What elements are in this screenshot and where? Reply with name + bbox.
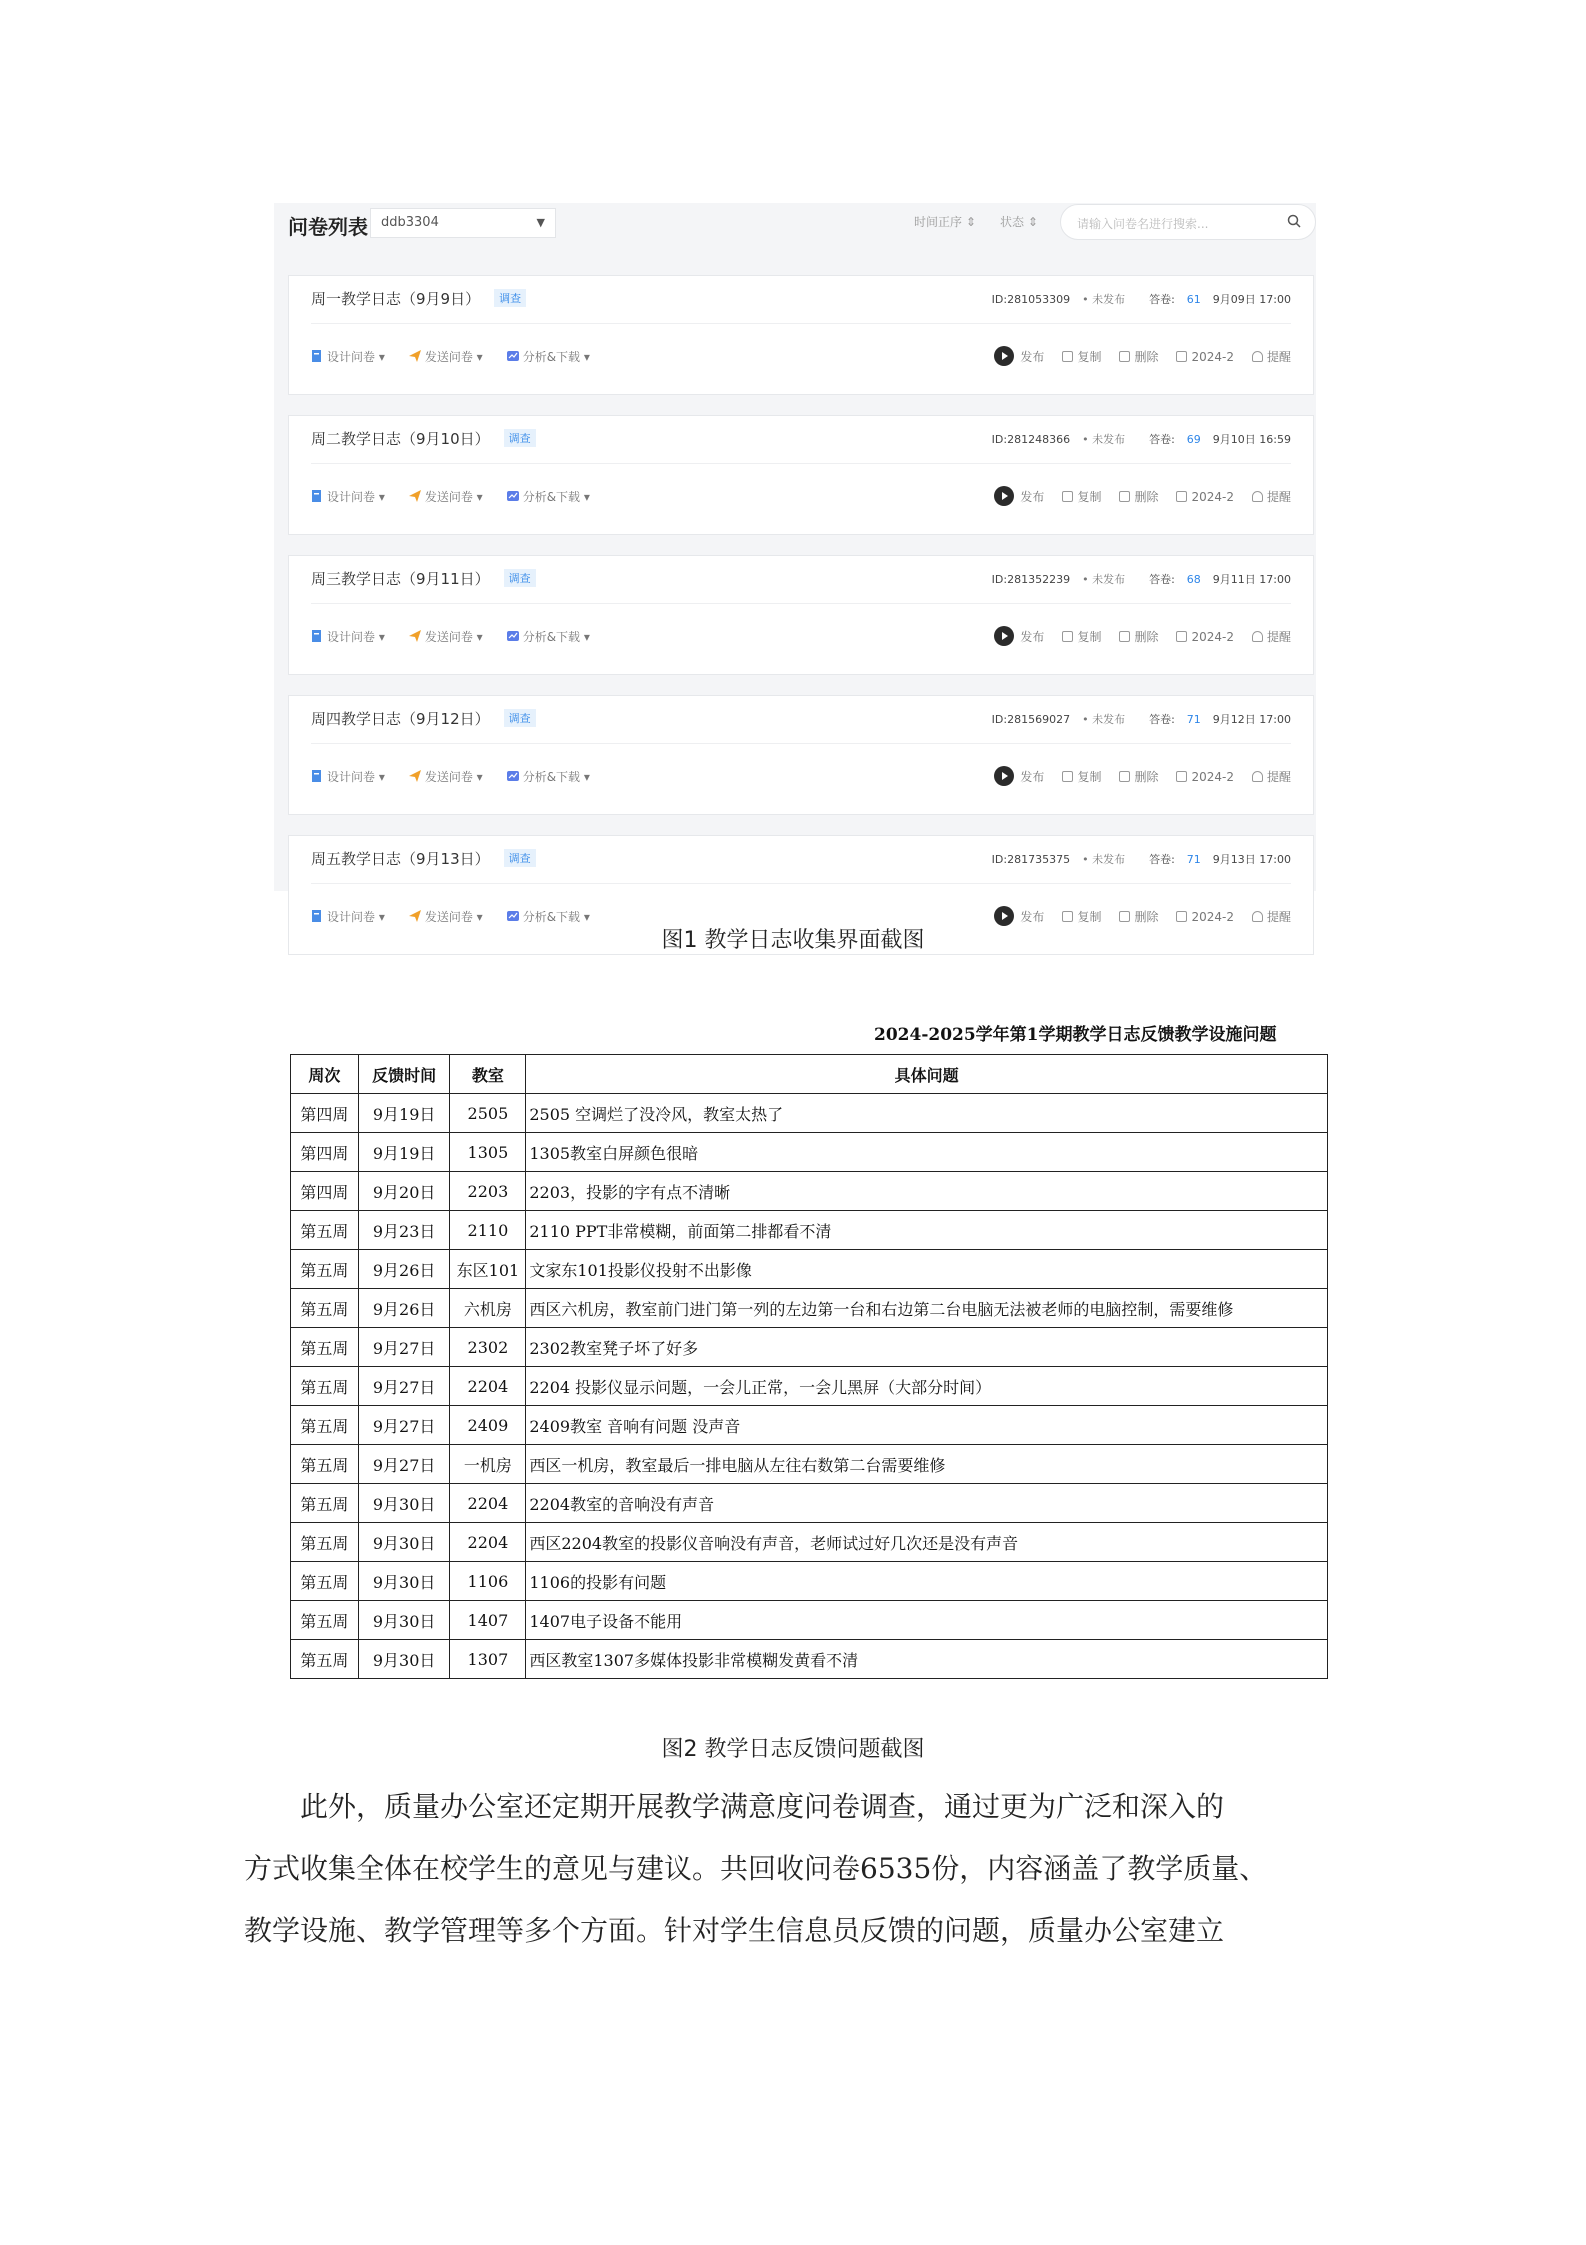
cell-issue: 西区六机房，教室前门进门第一列的左边第一台和右边第二台电脑无法被老师的电脑控制，需要维修: [526, 1289, 1328, 1328]
cell-room: 2204: [450, 1367, 526, 1406]
folder-button[interactable]: [1176, 490, 1234, 504]
bell-icon: [1252, 911, 1263, 922]
card-divider: [311, 463, 1291, 464]
design-survey-label: 设计问卷 ▾: [327, 630, 385, 644]
table-row: [291, 1445, 1328, 1484]
cell-room: 六机房: [450, 1289, 526, 1328]
cell-time: 9月27日: [358, 1445, 450, 1484]
publish-label: 发布: [1020, 490, 1045, 504]
survey-meta: [980, 571, 1291, 587]
answers-label: 答卷:: [1149, 293, 1175, 306]
remind-button[interactable]: [1252, 350, 1291, 364]
survey-type-badge: 调查: [494, 289, 526, 307]
table-title: 2024-2025学年第1学期教学日志反馈教学设施问题: [874, 1025, 1277, 1045]
survey-title[interactable]: [311, 428, 536, 449]
send-survey-label: 发送问卷 ▾: [424, 490, 483, 504]
folder-label: 2024-2: [1191, 770, 1234, 784]
table-row: [291, 1367, 1328, 1406]
cell-week: 第五周: [291, 1484, 359, 1523]
table-row: [291, 1133, 1328, 1172]
cell-room: 2409: [450, 1406, 526, 1445]
publish-button[interactable]: [994, 630, 1044, 644]
cell-room: 1407: [450, 1601, 526, 1640]
survey-meta: [980, 291, 1291, 307]
folder-button[interactable]: [1176, 350, 1234, 364]
answers-label: 答卷:: [1149, 433, 1175, 446]
folder-label: 2024-2: [1191, 490, 1234, 504]
send-survey-label: 发送问卷 ▾: [424, 630, 483, 644]
copy-button[interactable]: [1062, 350, 1101, 364]
survey-type-badge: 调查: [504, 429, 536, 447]
survey-time: 9月13日 17:00: [1212, 853, 1291, 866]
survey-list-screenshot: [274, 203, 1316, 924]
design-survey-button[interactable]: [311, 490, 385, 504]
survey-actions: [311, 488, 614, 505]
survey-title-text: 周五教学日志（9月13日）: [311, 850, 490, 868]
publish-button[interactable]: [994, 490, 1044, 504]
publish-label: 发布: [1020, 630, 1045, 644]
publish-label: 发布: [1020, 910, 1045, 924]
survey-ops: [994, 346, 1291, 366]
table-row: [291, 1562, 1328, 1601]
delete-button[interactable]: [1119, 490, 1158, 504]
table-row: [291, 1094, 1328, 1133]
remind-label: 提醒: [1266, 630, 1291, 644]
cell-issue: 1305教室白屏颜色很暗: [526, 1133, 1328, 1172]
survey-title-text: 周三教学日志（9月11日）: [311, 570, 490, 588]
cell-time: 9月27日: [358, 1367, 450, 1406]
cell-time: 9月27日: [358, 1406, 450, 1445]
cell-time: 9月27日: [358, 1328, 450, 1367]
copy-button[interactable]: [1062, 910, 1101, 924]
design-icon: [311, 910, 323, 922]
chart-icon: [507, 350, 519, 362]
survey-status: • 未发布: [1082, 853, 1126, 866]
paragraph-line: 此外，质量办公室还定期开展教学满意度问卷调查，通过更为广泛和深入的: [244, 1790, 1225, 1823]
delete-button[interactable]: [1119, 630, 1158, 644]
send-survey-label: 发送问卷 ▾: [424, 350, 483, 364]
bell-icon: [1252, 351, 1263, 362]
survey-list-header: [274, 203, 1316, 247]
delete-button[interactable]: [1119, 910, 1158, 924]
table-row: [291, 1250, 1328, 1289]
delete-label: 删除: [1134, 350, 1159, 364]
design-survey-label: 设计问卷 ▾: [327, 910, 385, 924]
cell-room: 2110: [450, 1211, 526, 1250]
send-icon: [409, 350, 421, 362]
remind-button[interactable]: [1252, 490, 1291, 504]
cell-issue: 1106的投影有问题: [526, 1562, 1328, 1601]
answers-count[interactable]: 68: [1186, 573, 1201, 586]
body-paragraph: [244, 1776, 1356, 1962]
survey-meta: [980, 851, 1291, 867]
survey-title[interactable]: [311, 568, 536, 589]
table-row: [291, 1328, 1328, 1367]
delete-icon: [1119, 351, 1130, 362]
delete-button[interactable]: [1119, 770, 1158, 784]
search-input[interactable]: [1060, 204, 1316, 240]
delete-button[interactable]: [1119, 350, 1158, 364]
cell-week: 第五周: [291, 1289, 359, 1328]
folder-icon: [1176, 491, 1187, 502]
copy-button[interactable]: [1062, 630, 1101, 644]
survey-time: 9月12日 17:00: [1212, 713, 1291, 726]
cell-issue: 2409教室 音响有问题 没声音: [526, 1406, 1328, 1445]
survey-ops: [994, 626, 1291, 646]
survey-status: • 未发布: [1082, 713, 1126, 726]
publish-label: 发布: [1020, 350, 1045, 364]
cell-issue: 2204 投影仪显示问题，一会儿正常，一会儿黑屏（大部分时间）: [526, 1367, 1328, 1406]
cell-issue: 2204教室的音响没有声音: [526, 1484, 1328, 1523]
copy-label: 复制: [1077, 770, 1102, 784]
publish-button[interactable]: [994, 350, 1044, 364]
answers-count[interactable]: 69: [1186, 433, 1201, 446]
cell-time: 9月19日: [358, 1094, 450, 1133]
answers-label: 答卷:: [1149, 573, 1175, 586]
cell-week: 第五周: [291, 1406, 359, 1445]
survey-title-text: 周二教学日志（9月10日）: [311, 430, 490, 448]
cell-time: 9月30日: [358, 1523, 450, 1562]
cell-room: 一机房: [450, 1445, 526, 1484]
cell-room: 2302: [450, 1328, 526, 1367]
design-survey-label: 设计问卷 ▾: [327, 490, 385, 504]
cell-room: 2505: [450, 1094, 526, 1133]
figure1-caption: 图1 教学日志收集界面截图: [661, 928, 925, 953]
answers-label: 答卷:: [1149, 853, 1175, 866]
send-survey-button[interactable]: [409, 770, 483, 784]
folder-icon: [1176, 631, 1187, 642]
header-issue: 具体问题: [526, 1055, 1328, 1094]
survey-status: • 未发布: [1082, 573, 1126, 586]
card-divider: [311, 323, 1291, 324]
survey-answers: [1137, 853, 1201, 866]
cell-issue: 西区2204教室的投影仪音响没有声音，老师试过好几次还是没有声音: [526, 1523, 1328, 1562]
survey-id: ID:281569027: [991, 713, 1071, 726]
copy-label: 复制: [1077, 350, 1102, 364]
survey-answers: [1137, 713, 1201, 726]
table-row: [291, 1484, 1328, 1523]
chart-icon: [507, 910, 519, 922]
table-row: [291, 1601, 1328, 1640]
table-row: [291, 1523, 1328, 1562]
feedback-table: [290, 1054, 1328, 1679]
paragraph-line: 方式收集全体在校学生的意见与建议。共回收问卷6535份，内容涵盖了教学质量、: [244, 1852, 1268, 1885]
copy-icon: [1062, 771, 1073, 782]
cell-issue: 2110 PPT非常模糊，前面第二排都看不清: [526, 1211, 1328, 1250]
cell-week: 第五周: [291, 1328, 359, 1367]
cell-week: 第五周: [291, 1523, 359, 1562]
remind-label: 提醒: [1266, 910, 1291, 924]
survey-type-badge: 调查: [504, 849, 536, 867]
cell-room: 东区101: [450, 1250, 526, 1289]
remind-button[interactable]: [1252, 770, 1291, 784]
account-select[interactable]: [370, 208, 556, 238]
card-divider: [311, 883, 1291, 884]
send-survey-label: 发送问卷 ▾: [424, 770, 483, 784]
answers-count[interactable]: 71: [1186, 853, 1201, 866]
analyze-download-button[interactable]: [507, 770, 590, 784]
play-icon: [994, 766, 1014, 786]
send-survey-label: 发送问卷 ▾: [424, 910, 483, 924]
cell-time: 9月19日: [358, 1133, 450, 1172]
cell-issue: 文家东101投影仪投射不出影像: [526, 1250, 1328, 1289]
chart-icon: [507, 630, 519, 642]
cell-time: 9月26日: [358, 1289, 450, 1328]
cell-week: 第四周: [291, 1133, 359, 1172]
table-row: [291, 1211, 1328, 1250]
cell-issue: 2203，投影的字有点不清晰: [526, 1172, 1328, 1211]
answers-count[interactable]: 71: [1186, 713, 1201, 726]
copy-button[interactable]: [1062, 770, 1101, 784]
cell-week: 第五周: [291, 1562, 359, 1601]
play-icon: [994, 346, 1014, 366]
delete-icon: [1119, 631, 1130, 642]
survey-title[interactable]: [311, 848, 536, 869]
design-survey-button[interactable]: [311, 770, 385, 784]
chevron-down-icon: ▼: [536, 216, 545, 229]
cell-room: 1305: [450, 1133, 526, 1172]
survey-type-badge: 调查: [504, 709, 536, 727]
analyze-download-button[interactable]: [507, 910, 590, 924]
copy-label: 复制: [1077, 910, 1102, 924]
survey-title-text: 周一教学日志（9月9日）: [311, 290, 481, 308]
cell-week: 第五周: [291, 1445, 359, 1484]
survey-id: ID:281248366: [991, 433, 1071, 446]
remind-label: 提醒: [1266, 350, 1291, 364]
survey-time: 9月09日 17:00: [1212, 293, 1291, 306]
play-icon: [994, 486, 1014, 506]
remind-label: 提醒: [1266, 490, 1291, 504]
folder-label: 2024-2: [1191, 630, 1234, 644]
folder-icon: [1176, 351, 1187, 362]
design-icon: [311, 490, 323, 502]
bell-icon: [1252, 491, 1263, 502]
survey-card[interactable]: [288, 695, 1314, 815]
design-survey-button[interactable]: [311, 630, 385, 644]
design-icon: [311, 630, 323, 642]
feedback-table-clip: [288, 1054, 1328, 1692]
cell-week: 第四周: [291, 1172, 359, 1211]
send-survey-button[interactable]: [409, 630, 483, 644]
cell-room: 2204: [450, 1484, 526, 1523]
cell-issue: 1407电子设备不能用: [526, 1601, 1328, 1640]
play-icon: [994, 626, 1014, 646]
cell-week: 第五周: [291, 1601, 359, 1640]
analyze-download-label: 分析&下载 ▾: [522, 350, 590, 364]
copy-icon: [1062, 351, 1073, 362]
design-survey-label: 设计问卷 ▾: [327, 770, 385, 784]
survey-time: 9月11日 17:00: [1212, 573, 1291, 586]
send-icon: [409, 770, 421, 782]
survey-card[interactable]: [288, 555, 1314, 675]
design-icon: [311, 770, 323, 782]
publish-button[interactable]: [994, 910, 1044, 924]
folder-button[interactable]: [1176, 910, 1234, 924]
analyze-download-label: 分析&下载 ▾: [522, 490, 590, 504]
send-icon: [409, 490, 421, 502]
delete-label: 删除: [1134, 490, 1159, 504]
survey-card[interactable]: [288, 415, 1314, 535]
table-header-row: [291, 1055, 1328, 1094]
cell-week: 第五周: [291, 1640, 359, 1679]
copy-button[interactable]: [1062, 490, 1101, 504]
design-survey-button[interactable]: [311, 350, 385, 364]
cell-time: 9月20日: [358, 1172, 450, 1211]
survey-status: • 未发布: [1082, 433, 1126, 446]
table-row: [291, 1406, 1328, 1445]
cell-time: 9月30日: [358, 1601, 450, 1640]
send-survey-button[interactable]: [409, 350, 483, 364]
card-divider: [311, 603, 1291, 604]
analyze-download-label: 分析&下载 ▾: [522, 630, 590, 644]
delete-label: 删除: [1134, 630, 1159, 644]
analyze-download-button[interactable]: [507, 630, 590, 644]
cell-issue: 西区一机房，教室最后一排电脑从左往右数第二台需要维修: [526, 1445, 1328, 1484]
folder-label: 2024-2: [1191, 350, 1234, 364]
remind-label: 提醒: [1266, 770, 1291, 784]
bell-icon: [1252, 771, 1263, 782]
survey-time: 9月10日 16:59: [1212, 433, 1291, 446]
survey-title[interactable]: [311, 288, 526, 309]
copy-label: 复制: [1077, 630, 1102, 644]
header-time: 反馈时间: [358, 1055, 450, 1094]
cell-room: 1307: [450, 1640, 526, 1679]
survey-meta: [980, 431, 1291, 447]
survey-title[interactable]: [311, 708, 536, 729]
chart-icon: [507, 770, 519, 782]
folder-button[interactable]: [1176, 630, 1234, 644]
survey-card[interactable]: [288, 275, 1314, 395]
publish-label: 发布: [1020, 770, 1045, 784]
analyze-download-button[interactable]: [507, 490, 590, 504]
cell-time: 9月26日: [358, 1250, 450, 1289]
cell-room: 2203: [450, 1172, 526, 1211]
design-survey-label: 设计问卷 ▾: [327, 350, 385, 364]
cell-time: 9月23日: [358, 1211, 450, 1250]
send-icon: [409, 910, 421, 922]
account-select-value: ddb3304: [381, 215, 439, 230]
survey-title-text: 周四教学日志（9月12日）: [311, 710, 490, 728]
sort-time-button[interactable]: 时间正序 ⇕: [914, 215, 976, 229]
table-row: [291, 1289, 1328, 1328]
survey-answers: [1137, 433, 1201, 446]
send-survey-button[interactable]: [409, 490, 483, 504]
search-icon[interactable]: [1287, 214, 1301, 228]
cell-room: 2204: [450, 1523, 526, 1562]
delete-icon: [1119, 771, 1130, 782]
survey-answers: [1137, 293, 1201, 306]
cell-week: 第五周: [291, 1367, 359, 1406]
copy-icon: [1062, 631, 1073, 642]
survey-list-title: 问卷列表: [288, 215, 368, 239]
survey-id: ID:281053309: [991, 293, 1071, 306]
survey-ops: [994, 486, 1291, 506]
analyze-download-label: 分析&下载 ▾: [522, 910, 590, 924]
remind-button[interactable]: [1252, 910, 1291, 924]
analyze-download-button[interactable]: [507, 350, 590, 364]
folder-label: 2024-2: [1191, 910, 1234, 924]
survey-actions: [311, 628, 614, 645]
cell-time: 9月30日: [358, 1484, 450, 1523]
figure2-caption: 图2 教学日志反馈问题截图: [661, 1737, 925, 1762]
copy-icon: [1062, 491, 1073, 502]
survey-id: ID:281352239: [991, 573, 1071, 586]
chart-icon: [507, 490, 519, 502]
cell-issue: 西区教室1307多媒体投影非常模糊发黄看不清: [526, 1640, 1328, 1679]
table-row: [291, 1640, 1328, 1679]
folder-button[interactable]: [1176, 770, 1234, 784]
search-placeholder: 请输入问卷名进行搜索...: [1077, 217, 1209, 231]
cell-week: 第五周: [291, 1211, 359, 1250]
cell-time: 9月30日: [358, 1640, 450, 1679]
send-survey-button[interactable]: [409, 910, 483, 924]
answers-label: 答卷:: [1149, 713, 1175, 726]
delete-label: 删除: [1134, 910, 1159, 924]
survey-status: • 未发布: [1082, 293, 1126, 306]
cell-time: 9月30日: [358, 1562, 450, 1601]
design-survey-button[interactable]: [311, 910, 385, 924]
header-week: 周次: [291, 1055, 359, 1094]
survey-ops: [994, 766, 1291, 786]
cell-issue: 2302教室凳子坏了好多: [526, 1328, 1328, 1367]
delete-icon: [1119, 911, 1130, 922]
cell-issue: 2505 空调烂了没冷风，教室太热了: [526, 1094, 1328, 1133]
survey-id: ID:281735375: [991, 853, 1071, 866]
copy-icon: [1062, 911, 1073, 922]
status-filter-button[interactable]: 状态 ⇕: [1000, 215, 1038, 229]
survey-actions: [311, 348, 614, 365]
table-row: [291, 1172, 1328, 1211]
card-divider: [311, 743, 1291, 744]
cell-week: 第四周: [291, 1094, 359, 1133]
delete-icon: [1119, 491, 1130, 502]
copy-label: 复制: [1077, 490, 1102, 504]
survey-answers: [1137, 573, 1201, 586]
folder-icon: [1176, 911, 1187, 922]
remind-button[interactable]: [1252, 630, 1291, 644]
cell-week: 第五周: [291, 1250, 359, 1289]
folder-icon: [1176, 771, 1187, 782]
survey-type-badge: 调查: [504, 569, 536, 587]
publish-button[interactable]: [994, 770, 1044, 784]
cell-room: 1106: [450, 1562, 526, 1601]
delete-label: 删除: [1134, 770, 1159, 784]
bell-icon: [1252, 631, 1263, 642]
analyze-download-label: 分析&下载 ▾: [522, 770, 590, 784]
header-room: 教室: [450, 1055, 526, 1094]
send-icon: [409, 630, 421, 642]
paragraph-line: 教学设施、教学管理等多个方面。针对学生信息员反馈的问题，质量办公室建立: [244, 1914, 1225, 1947]
survey-actions: [311, 768, 614, 785]
survey-meta: [980, 711, 1291, 727]
answers-count[interactable]: 61: [1186, 293, 1201, 306]
design-icon: [311, 350, 323, 362]
